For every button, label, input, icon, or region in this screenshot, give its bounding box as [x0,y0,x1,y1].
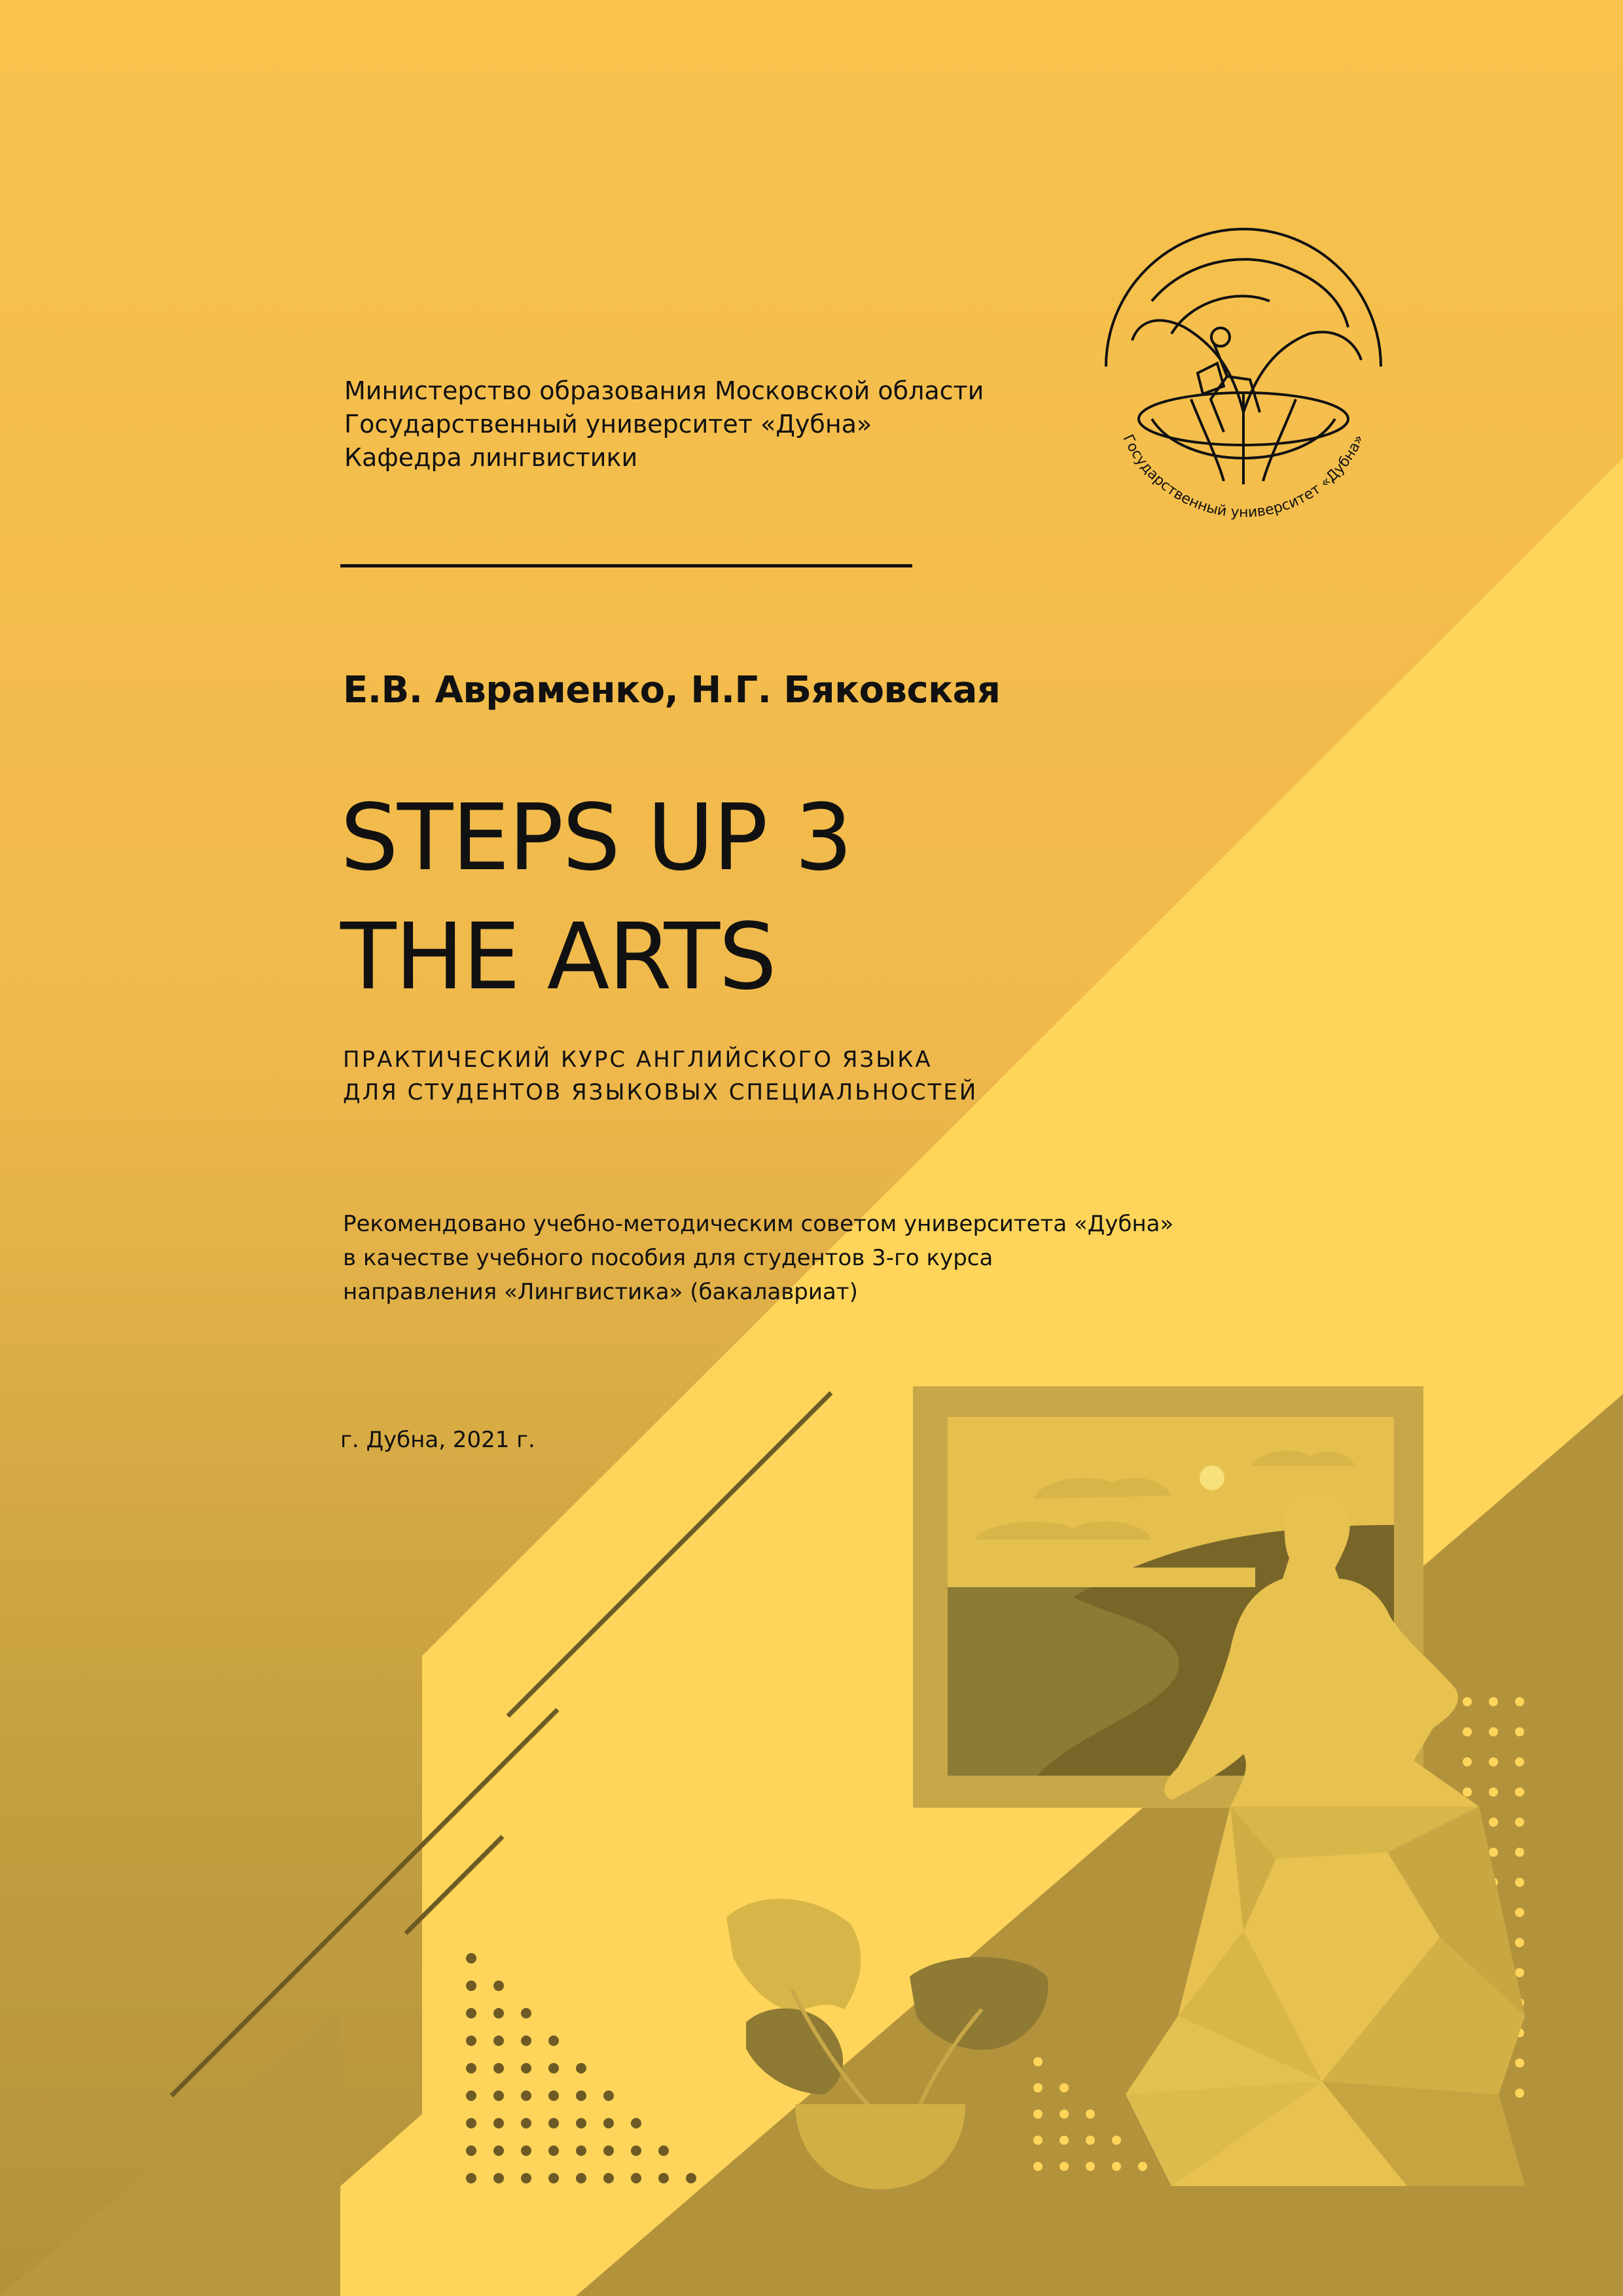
subtitle-line-1: ПРАКТИЧЕСКИЙ КУРС АНГЛИЙСКОГО ЯЗЫКА [343,1047,933,1073]
dot [548,2090,559,2101]
dot [548,2173,559,2183]
authors: Е.В. Авраменко, Н.Г. Бяковская [343,669,1001,711]
dot [1060,2083,1069,2092]
title-line-2: THE ARTS [340,904,776,1011]
dot [466,2036,476,2046]
dot [1515,1908,1524,1917]
dot [1138,2162,1147,2171]
dot [521,2063,531,2073]
dot [466,2008,476,2018]
dot [521,2036,531,2046]
dot [658,2145,669,2156]
dot [1112,2136,1121,2145]
dot [1515,2058,1524,2068]
book-title [340,779,851,1017]
dot [631,2118,641,2128]
dot [1515,2089,1524,2098]
recommendation-line-3: направления «Лингвистика» (бакалавриат) [343,1279,858,1305]
dot [466,2090,476,2101]
dot [548,2063,559,2073]
dot [603,2118,614,2128]
dot [1033,2162,1043,2171]
dot [1086,2162,1095,2171]
dot [466,2118,476,2128]
dot [1515,1697,1524,1706]
dot [631,2173,641,2183]
dot [603,2173,614,2183]
dot [1060,2109,1069,2119]
dot [548,2145,559,2156]
dot [1489,1848,1498,1857]
dot [548,2036,559,2046]
dot [1060,2162,1069,2171]
dot [466,2063,476,2073]
dot [493,2090,504,2101]
dot [1463,1727,1472,1736]
dot [576,2173,586,2183]
recommendation-line-2: в качестве учебного пособия для студентов 3-го курса [343,1245,993,1271]
university-logo [1093,223,1394,524]
dot [1463,1757,1472,1767]
dot [1489,1727,1498,1736]
dot [1515,1787,1524,1797]
dot [1489,1697,1498,1706]
dot [1033,2057,1043,2066]
dot [603,2145,614,2156]
dot [548,2118,559,2128]
dot [521,2173,531,2183]
dot [521,2118,531,2128]
dot [576,2063,586,2073]
dot [1515,1757,1524,1767]
dot [1463,1787,1472,1797]
dot [493,2036,504,2046]
recommendation-note [343,1207,1173,1309]
dot [1515,1878,1524,1887]
university-name: Государственный университет «Дубна» [344,410,872,439]
dot [576,2145,586,2156]
dot [1515,1938,1524,1947]
title-line-1: STEPS UP 3 [340,785,852,891]
dot [1463,1697,1472,1706]
dot [576,2118,586,2128]
subtitle-line-2: ДЛЯ СТУДЕНТОВ ЯЗЫКОВЫХ СПЕЦИАЛЬНОСТЕЙ [343,1079,978,1105]
department-name: Кафедра лингвистики [344,443,638,472]
dot [658,2173,669,2183]
dot [466,1953,476,1964]
divider-line [340,564,912,567]
dot [493,2118,504,2128]
ministry-name: Министерство образования Московской области [344,376,984,405]
dot [631,2145,641,2156]
book-subtitle [343,1043,978,1109]
dot [576,2090,586,2101]
dot [603,2090,614,2101]
dot [1112,2162,1121,2171]
dot [1033,2136,1043,2145]
dot [521,2145,531,2156]
dot [1086,2109,1095,2119]
dot [521,2090,531,2101]
dot [1515,1848,1524,1857]
dot [493,2145,504,2156]
dot [1515,1968,1524,1977]
dot [493,2063,504,2073]
dot [1033,2109,1043,2119]
dot [493,1981,504,1991]
dot [521,2008,531,2018]
dot [1033,2083,1043,2092]
dot [1060,2136,1069,2145]
dot [493,2008,504,2018]
dot [1515,1727,1524,1736]
institution-block [344,374,984,475]
dot [466,2173,476,2183]
dot [1489,1818,1498,1827]
dot [1489,1757,1498,1767]
dot [686,2173,696,2183]
dot [1086,2136,1095,2145]
imprint-place-year: г. Дубна, 2021 г. [340,1427,535,1453]
dot [466,2145,476,2156]
dot [1489,1787,1498,1797]
recommendation-line-1: Рекомендовано учебно-методическим советом университета «Дубна» [343,1211,1174,1237]
dot [493,2173,504,2183]
dot [466,1981,476,1991]
dot [1515,1818,1524,1827]
logo-caption: Государственный университет «Дубна» [1119,432,1368,521]
